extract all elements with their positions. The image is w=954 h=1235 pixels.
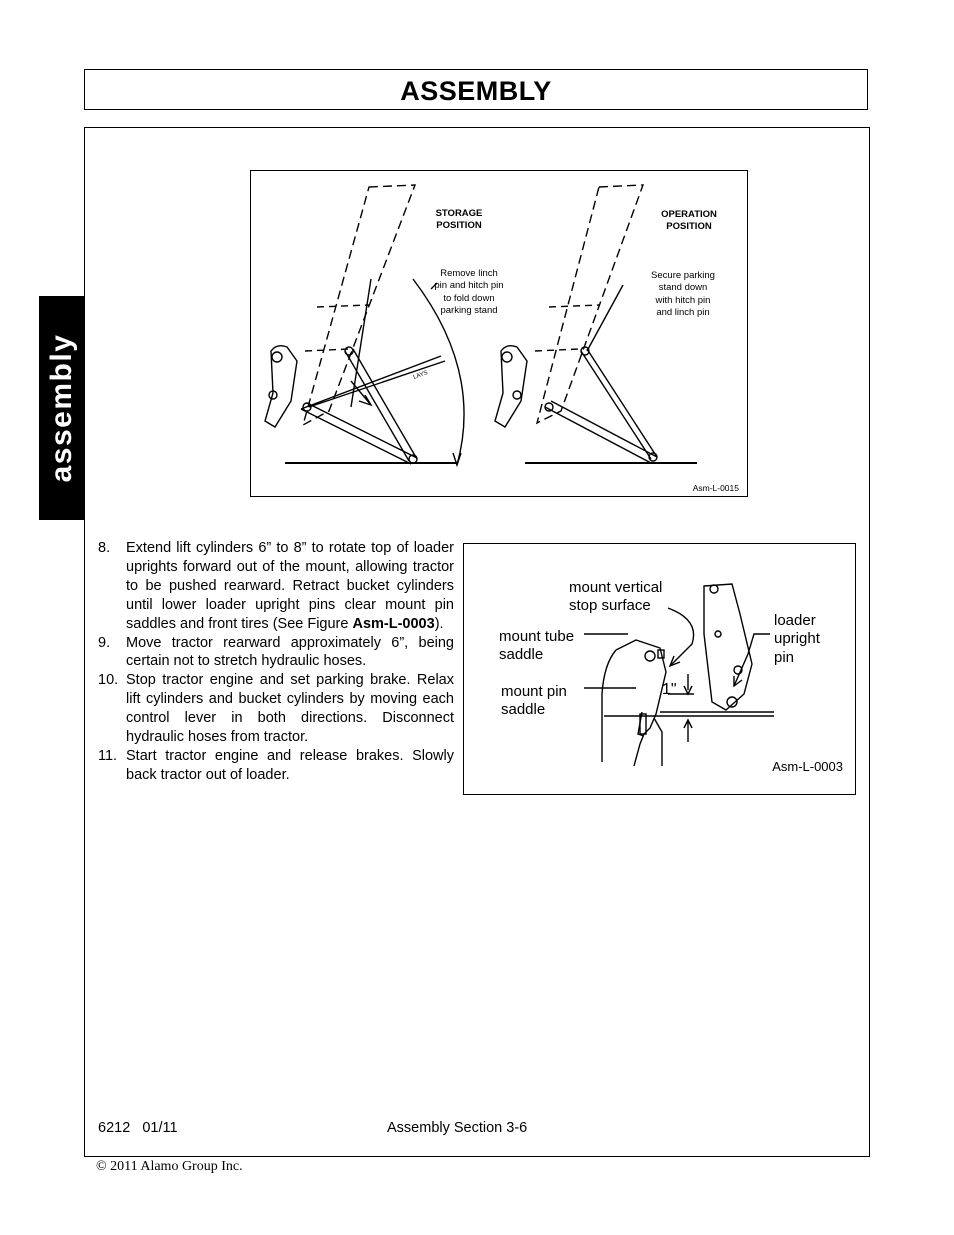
mount-vertical-label-1: mount vertical — [569, 579, 663, 596]
remove-note-4: parking stand — [440, 305, 498, 316]
mount-pin-label-2: saddle — [501, 701, 546, 718]
storage-label-2: POSITION — [436, 220, 482, 231]
secure-note-4: and linch pin — [656, 307, 710, 318]
mount-pin-label-1: mount pin — [501, 683, 567, 700]
footer-copyright: © 2011 Alamo Group Inc. — [96, 1159, 243, 1174]
operation-label-2: POSITION — [666, 221, 712, 232]
step-item — [98, 671, 454, 747]
step-item — [98, 539, 454, 634]
header-box — [84, 69, 868, 110]
figure-storage-operation-drawing — [251, 171, 746, 495]
footer-section: Assembly Section 3-6 — [387, 1120, 528, 1136]
step-number: 9. — [98, 634, 111, 651]
step-item — [98, 634, 454, 672]
section-side-tab — [39, 296, 85, 520]
loader-pin-label-1: loader — [774, 612, 816, 629]
figure-storage-operation — [250, 170, 748, 497]
step-text: Extend lift cylinders 6” to 8” to rotate top of loader uprights forward out of the mount, allowing tractor to be pushed rearward. Retract bucket cylinders until lower loader upright pins clear mount pin saddles and front tires (See Figure — [126, 540, 454, 632]
step-text: Start tractor engine and release brakes. Slowly back tractor out of loader. — [126, 747, 454, 783]
step-number: 8. — [98, 540, 111, 556]
storage-label-1: STORAGE — [435, 208, 483, 219]
side-tab-label: assembly — [45, 333, 78, 483]
remove-note-3: to fold down — [443, 293, 495, 304]
dimension-label: 1" — [662, 681, 677, 698]
figure-mount-saddle — [463, 543, 856, 795]
secure-note-1: Secure parking — [651, 270, 715, 281]
figure-reference: Asm-L-0003 — [352, 615, 435, 632]
mount-vertical-label-2: stop surface — [569, 597, 651, 614]
step-item — [98, 747, 454, 785]
secure-note-3: with hitch pin — [655, 295, 711, 306]
step-text: Stop tractor engine and set parking brake. Relax lift cylinders and bucket cylinders by moving each control lever in both directions. Disconnect hydraulic hoses from tractor. — [126, 672, 454, 746]
instruction-steps — [98, 539, 454, 785]
step-text: Move tractor rearward approximately 6”, being certain not to stretch hydraulic hoses. — [126, 634, 454, 670]
mount-tube-label-1: mount tube — [499, 628, 575, 645]
step-text-end: ). — [434, 615, 444, 632]
loader-pin-label-3: pin — [774, 649, 795, 666]
stand-decal-text: LAYS — [412, 370, 429, 381]
remove-note-1: Remove linch — [440, 268, 498, 279]
loader-pin-label-2: upright — [774, 630, 820, 647]
figure1-id: Asm-L-0015 — [692, 483, 739, 493]
figure2-id: Asm-L-0003 — [772, 759, 843, 774]
operation-label-1: OPERATION — [661, 209, 717, 220]
figure-mount-saddle-drawing — [464, 544, 854, 793]
page-title: ASSEMBLY — [400, 76, 552, 106]
step-number: 10. — [98, 672, 119, 689]
secure-note-2: stand down — [658, 282, 708, 293]
remove-note-2: pin and hitch pin — [434, 280, 504, 291]
footer-doc-number: 6212 01/11 — [98, 1120, 178, 1136]
mount-tube-label-2: saddle — [499, 646, 544, 663]
step-number: 11. — [98, 747, 118, 764]
